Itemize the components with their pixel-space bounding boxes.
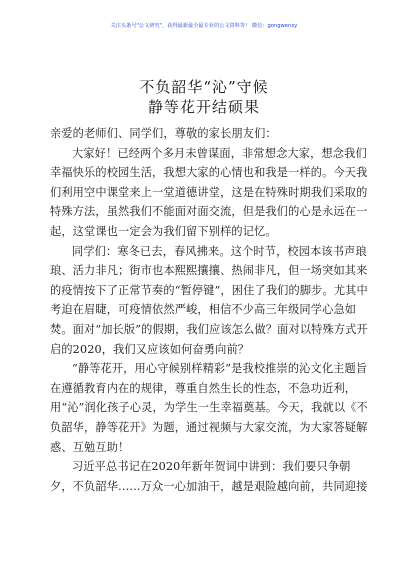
header-banner: 关注头条号"公文研究"，获得最新最全最专业的公文资料等！ 微信：gongwenxy <box>110 23 298 29</box>
body-paragraph: “静等花开，用心守候别样精彩”是我校推崇的沁文化主题旨在遵循教育内在的规律，尊重自然生长的性态，不急功近利，用“沁”润化孩子心灵，为学生一生幸福奠基。今天，我就以《不负韶华，静等花开》为题，通过视频与大家交流，为大家答疑解惑、互勉互助！ <box>50 362 368 454</box>
document-subtitle: 静等花开结硕果 <box>147 98 260 116</box>
document-body <box>50 124 372 496</box>
body-paragraph: 大家好！已经两个多月未曾谋面，非常想念大家，想念我们幸福快乐的校园生活，我想大家的心情也和我是一样的。今天我们利用空中课堂来上一堂道德讲堂，这是在特殊时期我们采取的特殊方法，虽然我们不能面对面交流，但是我们的心是永远在一起，这堂课也一定会为我们留下别样的记忆。 <box>50 146 368 238</box>
salutation: 亲爱的老师们、同学们，尊敬的家长朋友们： <box>50 127 277 140</box>
document-title: 不负韶华“沁”守候 <box>139 78 269 96</box>
body-paragraph: 同学们：寒冬已去，春风拂来。这个时节，校园本该书声琅琅、活力非凡；街市也本熙熙攘攘、热闹非凡，但一场突如其来的疫情按下了正常节奏的“暂停键”，困住了我们的脚步。尤其中考迫在眉睫，可疫情依然严峻，相信不少高三年级同学心急如焚。面对“加长版”的假期，我们应该怎么做？面对以特殊方式开启的2020，我们又应该如何奋勇向前？ <box>50 244 368 356</box>
body-paragraph: 习近平总书记在2020年新年贺词中讲到：我们要只争朝夕，不负韶华……万众一心加油干，越是艰险越向前，共同迎接 <box>50 460 368 493</box>
